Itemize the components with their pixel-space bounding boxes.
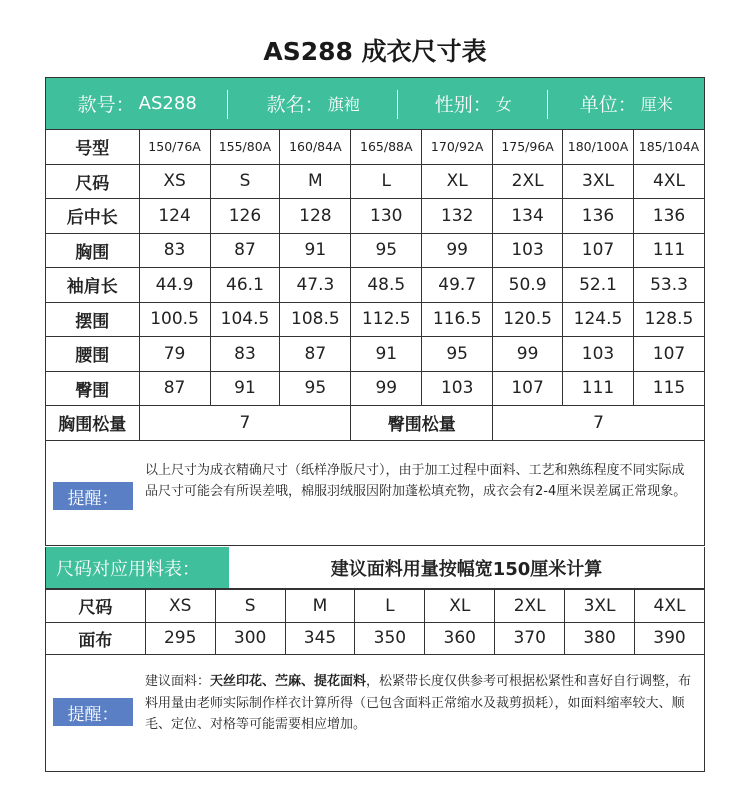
table-cell: 91: [280, 233, 351, 268]
table-cell: 103: [563, 337, 634, 372]
table-cell: M: [280, 164, 351, 199]
table-cell: XS: [139, 164, 210, 199]
table-cell: 115: [633, 371, 704, 406]
fabric-note-text: [145, 671, 697, 736]
style-name-value: 旗袍: [327, 95, 360, 114]
table-cell: 128.5: [633, 302, 704, 337]
table-cell: 44.9: [139, 268, 210, 303]
table-cell: 95: [280, 371, 351, 406]
table-cell: 4XL: [633, 164, 704, 199]
hip-ease-value: 7: [493, 406, 705, 441]
fabric-note-badge: 提醒：: [53, 698, 133, 726]
unit-cell: [548, 78, 704, 129]
fabric-size-cell: 3XL: [565, 590, 635, 623]
table-cell: 47.3: [280, 268, 351, 303]
fabric-amount-row: [46, 622, 705, 655]
table-cell: 112.5: [351, 302, 422, 337]
size-table-row: [46, 337, 705, 372]
fabric-header: [45, 547, 705, 589]
fabric-amount-cell: 345: [285, 622, 355, 655]
row-label: 尺码: [46, 164, 140, 199]
gender-cell: [398, 78, 549, 129]
chest-ease-label: 胸围松量: [46, 406, 140, 441]
table-cell: 49.7: [422, 268, 493, 303]
fabric-size-cell: S: [215, 590, 285, 623]
table-cell: 79: [139, 337, 210, 372]
table-cell: 175/96A: [493, 130, 563, 165]
size-table-row: [46, 302, 705, 337]
size-table-row: [46, 164, 705, 199]
table-cell: 116.5: [422, 302, 493, 337]
table-cell: L: [351, 164, 422, 199]
table-cell: 107: [563, 233, 634, 268]
table-cell: 170/92A: [422, 130, 493, 165]
row-label: 后中长: [46, 199, 140, 234]
table-cell: 52.1: [563, 268, 634, 303]
gender-value: 女: [495, 95, 512, 114]
table-cell: 130: [351, 199, 422, 234]
style-name-label: 款名：: [266, 94, 324, 116]
fabric-amount-cell: 350: [355, 622, 425, 655]
page-title: AS288 成衣尺寸表: [263, 37, 487, 66]
table-cell: 103: [493, 233, 563, 268]
style-name-cell: [228, 78, 397, 129]
table-cell: 99: [422, 233, 493, 268]
size-note: [45, 441, 705, 546]
table-cell: 48.5: [351, 268, 422, 303]
table-cell: 128: [280, 199, 351, 234]
table-cell: 136: [563, 199, 634, 234]
table-cell: 180/100A: [563, 130, 634, 165]
table-cell: 87: [139, 371, 210, 406]
table-cell: 165/88A: [351, 130, 422, 165]
size-table-row: [46, 268, 705, 303]
table-cell: 83: [210, 337, 280, 372]
table-cell: 136: [633, 199, 704, 234]
table-cell: 107: [633, 337, 704, 372]
size-table-row: [46, 371, 705, 406]
table-cell: 87: [280, 337, 351, 372]
row-label: 胸围: [46, 233, 140, 268]
fabric-note-prefix: 建议面料：: [145, 674, 211, 689]
fabric-size-row: [46, 590, 705, 623]
table-cell: 3XL: [563, 164, 634, 199]
table-cell: 108.5: [280, 302, 351, 337]
unit-value: 厘米: [640, 95, 673, 114]
table-cell: 104.5: [210, 302, 280, 337]
table-cell: 83: [139, 233, 210, 268]
hip-ease-label: 臀围松量: [351, 406, 493, 441]
fabric-size-cell: L: [355, 590, 425, 623]
note-badge: 提醒：: [53, 482, 133, 510]
table-cell: 150/76A: [139, 130, 210, 165]
fabric-size-cell: XS: [145, 590, 215, 623]
fabric-size-cell: XL: [425, 590, 495, 623]
table-cell: 111: [633, 233, 704, 268]
table-cell: 134: [493, 199, 563, 234]
fabric-amount-cell: 370: [495, 622, 565, 655]
fabric-amount-cell: 360: [425, 622, 495, 655]
fabric-amount-cell: 380: [565, 622, 635, 655]
fabric-amount-cell: 295: [145, 622, 215, 655]
table-cell: 124: [139, 199, 210, 234]
table-cell: 50.9: [493, 268, 563, 303]
fabric-note-body: ，松紧带长度仅供参考可根据松紧性和喜好自行调整，布料用量由老师实际制作样衣计算所得（已包含面料正常缩水及裁剪损耗），如面料缩率较大、顺毛、定位、对格等可能需要相应增加。: [145, 674, 692, 732]
unit-label: 单位：: [579, 94, 637, 116]
row-label: 号型: [46, 130, 140, 165]
fabric-table-label: 尺码对应用料表：: [46, 547, 229, 588]
fabric-amount-label: 面布: [46, 622, 146, 655]
fabric-width-note: 建议面料用量按幅宽150厘米计算: [330, 558, 603, 580]
style-number-value: AS288: [138, 93, 197, 114]
table-cell: 100.5: [139, 302, 210, 337]
row-label: 袖肩长: [46, 268, 140, 303]
style-number-cell: [46, 78, 228, 129]
size-table-row: [46, 130, 705, 165]
table-cell: 111: [563, 371, 634, 406]
table-cell: 185/104A: [633, 130, 704, 165]
fabric-table: [45, 589, 705, 655]
table-cell: 160/84A: [280, 130, 351, 165]
ease-row: [46, 406, 705, 441]
table-cell: 95: [422, 337, 493, 372]
table-cell: 126: [210, 199, 280, 234]
note-text: 以上尺寸为成衣精确尺寸（纸样净版尺寸），由于加工过程中面料、工艺和熟练程度不同实际成品尺寸可能会有所误差哦，棉服羽绒服因附加蓬松填充物，成衣会有2-4厘米误差属正常现象。: [145, 463, 687, 499]
table-cell: XL: [422, 164, 493, 199]
gender-label: 性别：: [434, 94, 492, 116]
table-cell: 53.3: [633, 268, 704, 303]
table-cell: 87: [210, 233, 280, 268]
table-cell: 2XL: [493, 164, 563, 199]
fabric-size-label: 尺码: [46, 590, 146, 623]
row-label: 腰围: [46, 337, 140, 372]
table-cell: 99: [351, 371, 422, 406]
table-cell: 91: [351, 337, 422, 372]
fabric-size-cell: 2XL: [495, 590, 565, 623]
table-cell: S: [210, 164, 280, 199]
row-label: 摆围: [46, 302, 140, 337]
table-cell: 155/80A: [210, 130, 280, 165]
fabric-note-highlight: 天丝印花、苎麻、提花面料: [210, 674, 367, 689]
table-cell: 46.1: [210, 268, 280, 303]
row-label: 臀围: [46, 371, 140, 406]
table-cell: 99: [493, 337, 563, 372]
fabric-size-cell: 4XL: [635, 590, 705, 623]
chest-ease-value: 7: [139, 406, 351, 441]
size-table-row: [46, 199, 705, 234]
table-cell: 120.5: [493, 302, 563, 337]
size-table-row: [46, 233, 705, 268]
fabric-size-cell: M: [285, 590, 355, 623]
fabric-note: [45, 654, 705, 772]
table-cell: 124.5: [563, 302, 634, 337]
fabric-amount-cell: 300: [215, 622, 285, 655]
table-cell: 107: [493, 371, 563, 406]
size-table: [45, 129, 705, 441]
style-number-label: 款号：: [77, 94, 135, 116]
table-cell: 91: [210, 371, 280, 406]
table-cell: 95: [351, 233, 422, 268]
table-cell: 103: [422, 371, 493, 406]
fabric-amount-cell: 390: [635, 622, 705, 655]
table-cell: 132: [422, 199, 493, 234]
spec-header-bar: [45, 77, 705, 130]
